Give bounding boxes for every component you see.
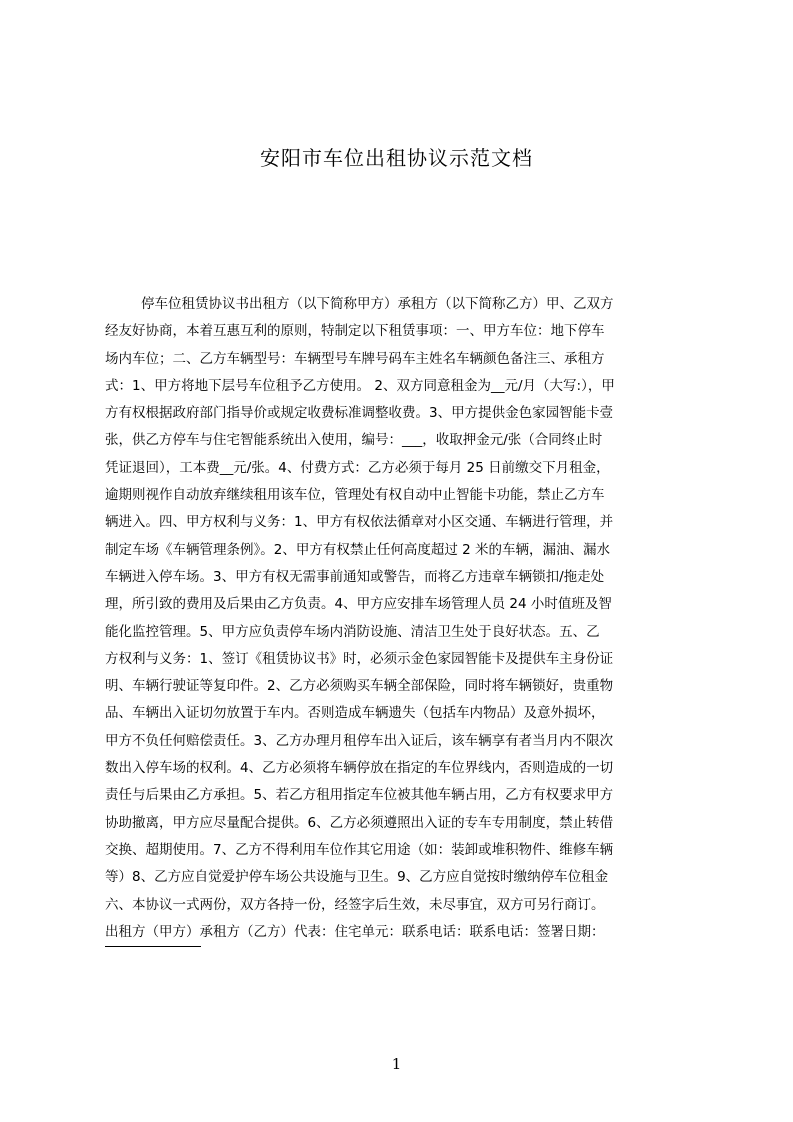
- body-line: 式：1、甲方将地下层号车位租予乙方使用。 2、双方同意租金为__元/月（大写:），甲: [105, 377, 615, 394]
- body-line: 车辆进入停车场。3、甲方有权无需事前通知或警告，而将乙方违章车辆锁扣/拖走处: [105, 568, 605, 585]
- body-line: 逾期则视作自动放弃继续租用该车位，管理处有权自动中止智能卡功能，禁止乙方车: [105, 487, 605, 504]
- body-line: 理，所引致的费用及后果由乙方负责。4、甲方应安排车场管理人员 24 小时值班及智: [105, 596, 612, 613]
- document-body: [105, 291, 697, 940]
- body-line: 张，供乙方停车与住宅智能系统出入使用，编号：___，收取押金元/张（合同终止时: [105, 432, 603, 449]
- signature-underline: [105, 946, 201, 947]
- body-line: 甲方不负任何赔偿责任。3、乙方办理月租停车出入证后，该车辆享有者当月内不限次: [105, 732, 614, 749]
- body-line: 六、本协议一式两份，双方各持一份，经签字后生效，未尽事宜，双方可另行商订。: [105, 896, 605, 913]
- body-line: 凭证退回），工本费__元/张。4、付费方式：乙方必须于每月 25 日前缴交下月租金，: [105, 459, 610, 476]
- body-line: 明、车辆行驶证等复印件。2、乙方必须购买车辆全部保险，同时将车辆锁好，贵重物: [105, 678, 614, 695]
- document-title: 安阳市车位出租协议示范文档: [260, 146, 533, 170]
- body-line: 能化监控管理。5、甲方应负责停车场内消防设施、清洁卫生处于良好状态。五、乙: [105, 623, 600, 640]
- body-line: 方权利与义务：1、签订《租赁协议书》时，必须示金色家园智能卡及提供车主身份证: [105, 650, 614, 667]
- body-line: 场内车位；二、乙方车辆型号：车辆型号车牌号码车主姓名车辆颜色备注三、承租方: [105, 350, 605, 367]
- body-line: 经友好协商，本着互惠互利的原则，特制定以下租赁事项：一、甲方车位：地下停车: [105, 323, 605, 340]
- body-line: 辆进入。四、甲方权利与义务：1、甲方有权依法循章对小区交通、车辆进行管理，并: [105, 514, 614, 531]
- page-number: 1: [391, 1055, 402, 1073]
- body-line: 方有权根据政府部门指导价或规定收费标准调整收费。3、甲方提供金色家园智能卡壹: [105, 405, 614, 422]
- body-line: 责任与后果由乙方承担。5、若乙方租用指定车位被其他车辆占用，乙方有权要求甲方: [105, 787, 614, 804]
- body-line: 数出入停车场的权利。4、乙方必须将车辆停放在指定的车位界线内，否则造成的一切: [105, 760, 614, 777]
- body-line: 品、车辆出入证切勿放置于车内。否则造成车辆遗失（包括车内物品）及意外损坏，: [105, 705, 605, 722]
- body-line: 制定车场《车辆管理条例》。2、甲方有权禁止任何高度超过 2 米的车辆，漏油、漏水: [105, 541, 611, 558]
- body-line: 出租方（甲方）承租方（乙方）代表：住宅单元：联系电话：联系电话：签署日期：: [105, 923, 605, 940]
- body-line: 协助撤离，甲方应尽量配合提供。6、乙方必须遵照出入证的专车专用制度，禁止转借: [105, 814, 614, 831]
- body-line: 停车位租赁协议书出租方（以下简称甲方）承租方（以下简称乙方）甲、乙双方: [141, 296, 614, 312]
- body-line: 等）8、乙方应自觉爱护停车场公共设施与卫生。9、乙方应自觉按时缴纳停车位租金: [105, 869, 609, 886]
- body-line: 交换、超期使用。7、乙方不得利用车位作其它用途（如：装卸或堆积物件、维修车辆: [105, 841, 614, 858]
